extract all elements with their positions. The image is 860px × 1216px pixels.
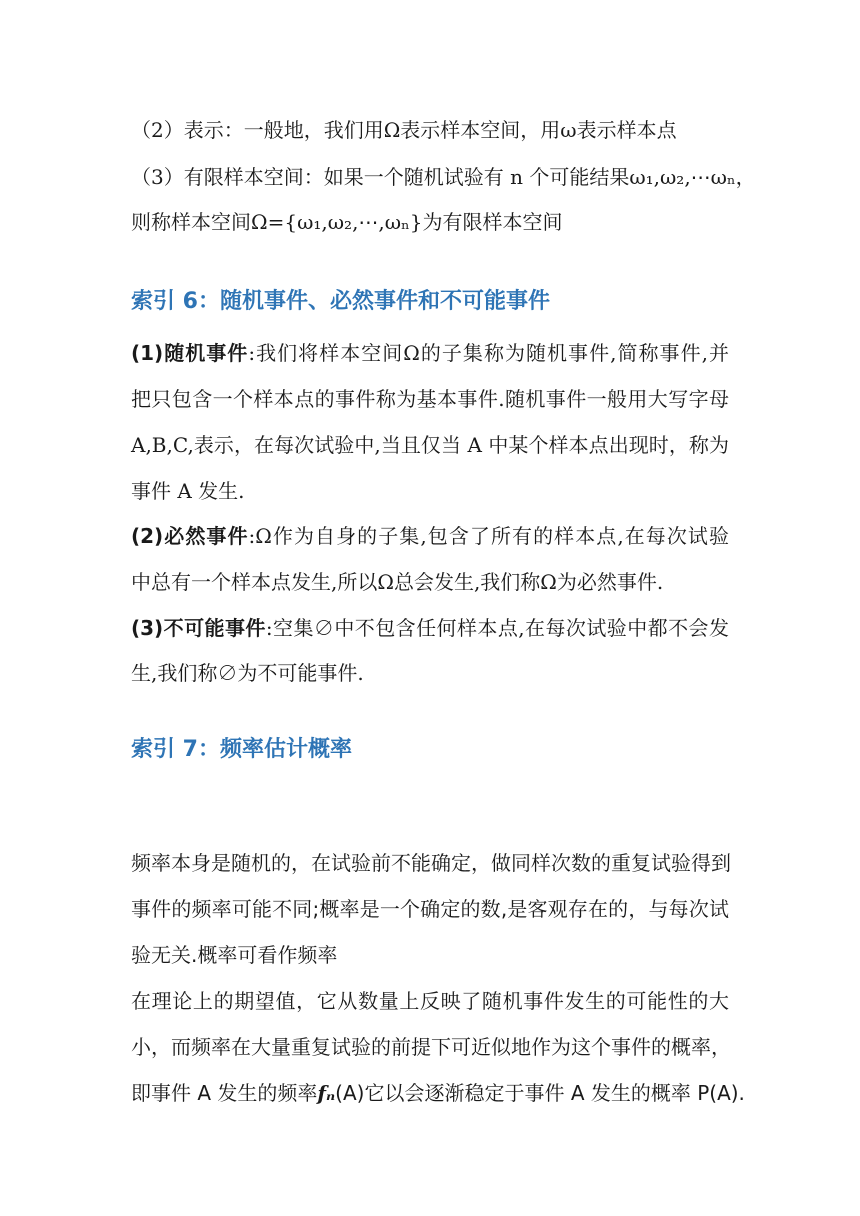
random-event-line-3: A,B,C,表示，在每次试验中,当且仅当 A 中某个样本点出现时，称为 [131, 433, 729, 457]
random-event-line-2: 把只包含一个样本点的事件称为基本事件.随机事件一般用大写字母 [131, 387, 729, 411]
impossible-event-line-1 [131, 614, 729, 642]
impossible-event-term: (3)不可能事件 [131, 616, 266, 640]
finite-sample-space-line-2: 则称样本空间Ω={ω₁,ω₂,⋯,ωₙ}为有限样本空间 [131, 210, 563, 234]
frequency-symbol: fₙ [317, 1081, 336, 1105]
index-7-heading: 索引 7：频率估计概率 [131, 737, 352, 762]
random-event-text-1: :我们将样本空间Ω的子集称为随机事件,简称事件,并 [248, 341, 729, 365]
sample-space-notation-line: （2）表示：一般地，我们用Ω表示样本空间，用ω表示样本点 [131, 118, 677, 142]
random-event-line-4: 事件 A 发生. [131, 479, 245, 503]
random-event-line-1 [131, 339, 729, 367]
frequency-line-6 [131, 1079, 745, 1107]
frequency-line-5: 小，而频率在大量重复试验的前提下可近似地作为这个事件的概率， [131, 1035, 731, 1059]
frequency-line-6-post: (A)它以会逐渐稳定于事件 A 发生的概率 P(A). [335, 1081, 745, 1105]
frequency-line-4: 在理论上的期望值，它从数量上反映了随机事件发生的可能性的大 [131, 989, 729, 1013]
frequency-line-1: 频率本身是随机的，在试验前不能确定，做同样次数的重复试验得到 [131, 851, 731, 875]
random-event-term: (1)随机事件 [131, 341, 249, 365]
frequency-line-3: 验无关.概率可看作频率 [131, 943, 338, 967]
frequency-line-2: 事件的频率可能不同;概率是一个确定的数,是客观存在的，与每次试 [131, 897, 729, 921]
certain-event-line-1 [131, 522, 729, 550]
certain-event-line-2: 中总有一个样本点发生,所以Ω总会发生,我们称Ω为必然事件. [131, 570, 664, 594]
index-6-heading: 索引 6：随机事件、必然事件和不可能事件 [131, 289, 550, 314]
impossible-event-line-2: 生,我们称∅为不可能事件. [131, 661, 364, 685]
frequency-line-6-pre: 即事件 A 发生的频率 [131, 1081, 318, 1105]
impossible-event-text-1: :空集∅中不包含任何样本点,在每次试验中都不会发 [265, 616, 729, 640]
certain-event-text-1: :Ω作为自身的子集,包含了所有的样本点,在每次试验 [248, 524, 729, 548]
certain-event-term: (2)必然事件 [131, 524, 249, 548]
finite-sample-space-line-1: （3）有限样本空间：如果一个随机试验有 n 个可能结果ω₁,ω₂,⋯ωₙ， [131, 165, 756, 189]
